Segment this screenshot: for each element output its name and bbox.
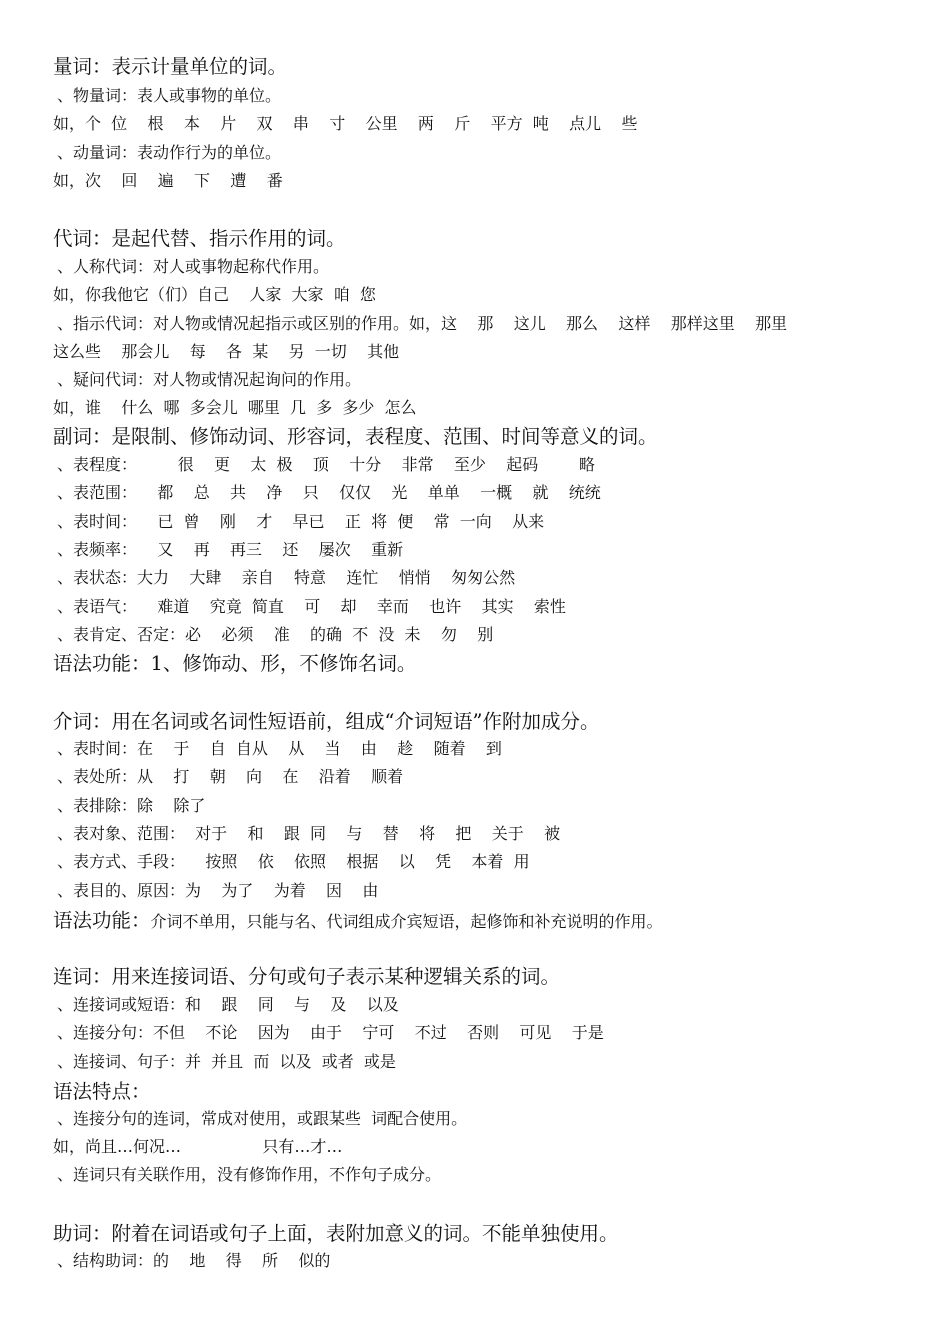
line-text: 、连接分句的连词，常成对使用，或跟某些 词配合使用。 bbox=[57, 1109, 468, 1128]
text-line bbox=[57, 1167, 441, 1183]
line-text: 、指示代词：对人物或情况起指示或区别的作用。如，这 那 这儿 那么 这样 那样这里 那里 bbox=[57, 314, 788, 333]
line-text: 如，次 回 遍 下 遭 番 bbox=[53, 171, 283, 190]
text-line bbox=[57, 741, 502, 757]
line-text: 、表目的、原因：为 为了 为着 因 由 bbox=[57, 881, 379, 900]
line-text: 语法功能：1、修饰动、形，不修饰名词。 bbox=[53, 652, 417, 675]
text-line bbox=[57, 372, 361, 388]
line-text: 、表时间： 已 曾 刚 才 早已 正 将 便 常 一向 从来 bbox=[57, 512, 545, 531]
text-line bbox=[57, 1253, 330, 1269]
text-line bbox=[53, 427, 658, 447]
line-text: 、表频率： 又 再 再三 还 屡次 重新 bbox=[57, 540, 404, 559]
line-text: 、疑问代词：对人物或情况起询问的作用。 bbox=[57, 370, 362, 389]
line-text: 、表范围： 都 总 共 净 只 仅仅 光 单单 一概 就 统统 bbox=[57, 483, 601, 502]
text-line bbox=[53, 229, 346, 249]
line-text: 量词：表示计量单位的词。 bbox=[53, 55, 288, 78]
text-line bbox=[53, 1139, 342, 1155]
text-line bbox=[53, 1082, 151, 1102]
text-line bbox=[57, 145, 281, 161]
text-line bbox=[53, 400, 417, 416]
text-line bbox=[57, 1111, 467, 1127]
text-line bbox=[57, 627, 493, 643]
line-text: 助词：附着在词语或句子上面，表附加意义的词。不能单独使用。 bbox=[53, 1222, 619, 1245]
text-line bbox=[57, 316, 787, 332]
line-text: 、人称代词：对人或事物起称代作用。 bbox=[57, 257, 330, 276]
text-line bbox=[57, 485, 601, 501]
text-line bbox=[57, 1054, 396, 1070]
text-line bbox=[57, 798, 205, 814]
text-line bbox=[53, 712, 599, 732]
line-text: 语法功能： bbox=[53, 909, 151, 932]
text-line bbox=[53, 967, 560, 987]
text-line bbox=[53, 57, 287, 77]
line-text: 如，谁 什么 哪 多会儿 哪里 几 多 多少 怎么 bbox=[53, 398, 417, 417]
line-text: 如，个 位 根 本 片 双 串 寸 公里 两 斤 平方 吨 点儿 些 bbox=[53, 114, 638, 133]
text-line bbox=[57, 457, 595, 473]
text-line bbox=[53, 173, 283, 189]
text-line bbox=[57, 826, 560, 842]
line-text: 副词：是限制、修饰动词、形容词，表程度、范围、时间等意义的词。 bbox=[53, 425, 658, 448]
text-line bbox=[57, 88, 281, 104]
text-line bbox=[57, 542, 403, 558]
line-text: 、连接词或短语：和 跟 同 与 及 以及 bbox=[57, 995, 399, 1014]
line-text: 、表状态：大力 大肆 亲自 特意 连忙 悄悄 匆匆公然 bbox=[57, 568, 516, 587]
text-line bbox=[57, 599, 566, 615]
line-text: 、连词只有关联作用，没有修饰作用，不作句子成分。 bbox=[57, 1165, 442, 1184]
text-line bbox=[53, 287, 376, 303]
line-text: 、表排除：除 除了 bbox=[57, 796, 206, 815]
line-text: 代词：是起代替、指示作用的词。 bbox=[53, 227, 346, 250]
line-text: 、表程度： 很 更 太 极 顶 十分 非常 至少 起码 略 bbox=[57, 455, 595, 474]
line-text: 语法特点： bbox=[53, 1080, 151, 1103]
text-line bbox=[57, 997, 399, 1013]
line-text: 、表肯定、否定：必 必须 准 的确 不 没 未 勿 别 bbox=[57, 625, 494, 644]
line-text: 、连接词、句子：并 并且 而 以及 或者 或是 bbox=[57, 1052, 396, 1071]
line-text: 、表处所：从 打 朝 向 在 沿着 顺着 bbox=[57, 767, 404, 786]
text-line bbox=[57, 769, 403, 785]
line-text: 如，你我他它（们）自己 人家 大家 咱 您 bbox=[53, 285, 376, 304]
line-text: 、表对象、范围： 对于 和 跟 同 与 替 将 把 关于 被 bbox=[57, 824, 561, 843]
text-line bbox=[57, 883, 378, 899]
line-text: 这么些 那会儿 每 各 某 另 一切 其他 bbox=[53, 342, 400, 361]
line-text: 、表语气： 难道 究竟 简直 可 却 幸而 也许 其实 索性 bbox=[57, 597, 566, 616]
line-text: 介词：用在名词或名词性短语前，组成“介词短语”作附加成分。 bbox=[53, 710, 600, 733]
text-line bbox=[53, 116, 637, 132]
line-text: 、结构助词：的 地 得 所 似的 bbox=[57, 1251, 331, 1270]
text-line bbox=[53, 344, 399, 360]
line-text: 连词：用来连接词语、分句或句子表示某种逻辑关系的词。 bbox=[53, 965, 561, 988]
text-line bbox=[57, 570, 515, 586]
line-text-tail: 介词不单用，只能与名、代词组成介宾短语，起修饰和补充说明的作用。 bbox=[150, 912, 663, 931]
line-text: 、连接分句：不但 不论 因为 由于 宁可 不过 否则 可见 于是 bbox=[57, 1023, 604, 1042]
text-line bbox=[53, 1224, 619, 1244]
line-text: 、表方式、手段： 按照 依 依照 根据 以 凭 本着 用 bbox=[57, 852, 530, 871]
text-line bbox=[57, 854, 530, 870]
text-line bbox=[57, 1025, 604, 1041]
line-text: 、动量词：表动作行为的单位。 bbox=[57, 143, 282, 162]
text-line bbox=[57, 259, 329, 275]
text-line bbox=[53, 654, 416, 674]
line-text: 、表时间：在 于 自 自从 从 当 由 趁 随着 到 bbox=[57, 739, 502, 758]
text-line bbox=[57, 514, 544, 530]
line-text: 如，尚且…何况… 只有…才… bbox=[53, 1137, 343, 1156]
line-text: 、物量词：表人或事物的单位。 bbox=[57, 86, 282, 105]
text-line bbox=[53, 911, 663, 931]
